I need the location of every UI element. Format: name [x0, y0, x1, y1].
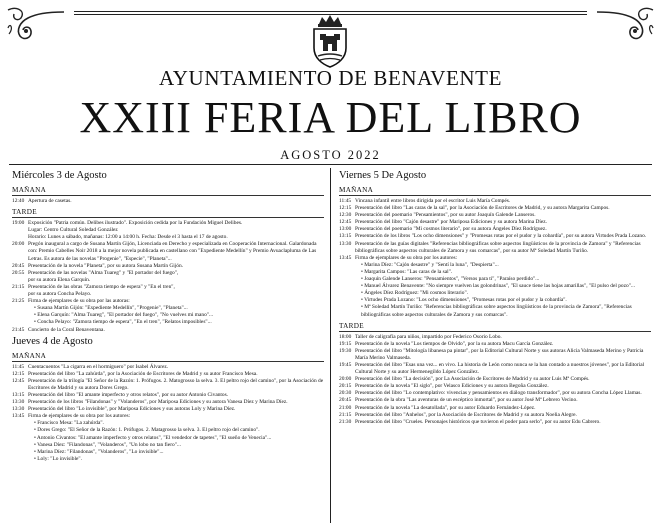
- event-list: [12, 198, 324, 205]
- signing-list: [12, 420, 324, 463]
- event-description: Presentación del libro "Crueles. Personajes históricos que tuvieron el poder para serlo", por su autor Edu Cabrero.: [355, 418, 601, 425]
- organization-title: AYUNTAMIENTO DE BENAVENTE: [158, 66, 503, 90]
- event-item: [12, 220, 324, 227]
- event-time: 20:15: [339, 383, 352, 390]
- signing-item: • Marina Díez: "Filandonas", "Volanderos", "Lo invisible"...: [34, 448, 164, 455]
- right-column: [339, 168, 651, 426]
- day-heading: Miércoles 3 de Agosto: [12, 170, 107, 181]
- event-time: 11:45: [12, 363, 25, 370]
- slot-heading: MAÑANA: [12, 351, 47, 360]
- event-date: AGOSTO 2022: [280, 148, 381, 162]
- event-description: Presentación de las obras "Zamora tiempo de espera" y "En el tren",: [28, 283, 175, 290]
- signing-item: • Vanesa Díez: "Filandonas", "Volanderos", "Un lobo no tan fiero"...: [34, 441, 181, 448]
- event-time: 21:00: [339, 404, 352, 411]
- event-item: [12, 392, 324, 399]
- signing-item: • Margarita Campos: "Las caras de la sal".: [361, 268, 453, 275]
- event-item: [339, 334, 651, 341]
- event-list: [339, 198, 651, 262]
- event-item: [12, 378, 324, 392]
- event-item: [339, 376, 651, 383]
- event-description: Firma de ejemplares de su obra por los autores:: [355, 254, 458, 261]
- event-description: Presentación de las guías digitales "Referencias bibliográficas sobre aspectos lingüísticos de la provincia de Zamora" y "Referencias bibliográficas sobre aspectos culturales de Zamora y sus comarcas", por su autor Mª Soledad Martín Turiño.: [355, 240, 641, 254]
- event-time: 19:00: [12, 220, 25, 227]
- signing-item: • Concha Pelayo: "Zamora tiempo de espera", "En el tren", "Relatos imposibles"...: [34, 319, 212, 326]
- event-time: 20:45: [12, 262, 25, 269]
- event-item: [339, 341, 651, 348]
- signing-item: • Susana Martín Gijón: "Expediente Medellín", "Progenie", "Planeta"...: [34, 305, 188, 312]
- event-description: Presentación del libro "Mitología libanesa pa pintar", por la Editorial Cultural Norte y sus autoras Alicia Valmaseda Merino y Patricia María Merino Valmaseda.: [355, 347, 644, 361]
- event-item: [339, 205, 651, 212]
- event-time: 21:15: [339, 411, 352, 418]
- event-time: 13:45: [339, 254, 352, 261]
- signing-item: • Antonio Civantos: "El amante imperfecto y otros relatos", "El vendedor de tapetes", "El sueño de Venecia"...: [34, 434, 272, 441]
- left-scroll-ornament-icon: [6, 4, 66, 44]
- event-item: [12, 198, 324, 205]
- event-description: Presentación del libro "Lo contemplativo: vivencias y pensamientos en diálogo transformador", por su autora Concha López Llamas.: [355, 390, 642, 397]
- slot-heading: MAÑANA: [12, 186, 47, 194]
- event-item: [339, 255, 651, 262]
- event-item: [12, 327, 324, 334]
- signing-list: [12, 305, 324, 326]
- event-description: por su autora Concha Pelayo.: [28, 291, 92, 298]
- event-description: Presentación del libro "Esas una vez... en vivo. La historia de León como nunca se la han contado a nuestros jóvenes", por la Editorial Cultural Norte y su autor Hermenegildo López González.: [355, 361, 645, 376]
- event-time: 19:30: [339, 347, 352, 354]
- event-list: [12, 220, 324, 305]
- right-scroll-ornament-icon: [595, 4, 655, 44]
- event-time: 12:15: [339, 205, 352, 212]
- event-description: Presentación de los libros "Filandonas" y "Volanderos", por Mariposa Ediciones y su autora Vanesa Díez y Marina Díez.: [28, 399, 288, 406]
- event-description: Presentación del libro "El amante imperfecto y otros relatos", por su autor Antonio Civantos.: [28, 391, 229, 398]
- event-time: 13:30: [12, 399, 25, 406]
- slot-underline: [12, 195, 324, 196]
- signing-item: • Ángeles Díez Rodríguez: "Mi cosmos literario".: [361, 290, 469, 297]
- signing-item: • Loly: "Lo invisible".: [34, 455, 82, 462]
- event-time: 13:30: [12, 406, 25, 413]
- event-description: Concierto de la Coral Benaventana.: [28, 326, 105, 333]
- event-description: Presentación de la obra "Las aventuras de un escéptico inmortal", por su autor José Mª Lebrero Vecino.: [355, 397, 578, 404]
- event-list: [12, 327, 324, 334]
- event-description: Exposición "Patria común. Delibes ilustrado". Exposición cedida por la Fundación Miguel Delibes.: [28, 220, 243, 227]
- event-item: [339, 348, 651, 362]
- event-time: 12:45: [12, 377, 25, 384]
- event-item: [12, 413, 324, 420]
- slot-heading: TARDE: [339, 321, 364, 330]
- event-time: 20:00: [12, 241, 25, 248]
- coat-of-arms-icon: [309, 14, 351, 68]
- event-description: Presentación de los libros "Los ocho dimensiones" y "Promesas rotas por el pudor y la cobardía", por su autora Virtudes Prada Lozano.: [355, 233, 647, 240]
- event-time: 13:15: [339, 233, 352, 240]
- slot-heading: MAÑANA: [339, 186, 374, 194]
- event-description: Firma de ejemplares de su obra por las autoras:: [28, 298, 130, 305]
- event-item: [339, 397, 651, 404]
- signing-item: • Marina Díez: "Cajón desastre" y "Sentí la luna", "Despierta"...: [361, 261, 499, 268]
- event-time: 21:30: [339, 418, 352, 425]
- signing-item: • Elena Garquín: "Alma Tuareg", "El portador del fuego", "No vuelves mi mano"...: [34, 312, 214, 319]
- event-description: Presentación del libro "La decisión", por La Asociación de Escritores de Madrid y su autor Luis Mª Compés.: [355, 376, 590, 383]
- event-time: [12, 234, 28, 241]
- header-divider: [9, 164, 652, 165]
- event-item: [12, 291, 324, 298]
- event-item: [339, 362, 651, 376]
- event-time: [12, 291, 28, 298]
- event-time: 20:00: [339, 376, 352, 383]
- event-title: XXIII FERIA DEL LIBRO: [79, 93, 582, 142]
- signing-item: • Dores Grego: "El Señor de la Razón: 1. Prófugos. 2. Matagrosso la selva. 3. El peltro rojo del camino".: [34, 427, 260, 434]
- event-time: 20:55: [12, 269, 25, 276]
- event-description: Presentación de la novela "Planeta", por su autora Susana Martín Gijón.: [28, 262, 183, 269]
- event-time: 20:45: [339, 397, 352, 404]
- slot-underline: [339, 331, 651, 332]
- event-item: [339, 226, 651, 233]
- day-heading: Viernes 5 De Agosto: [339, 170, 427, 181]
- event-item: [12, 364, 324, 371]
- event-time: 12:30: [339, 212, 352, 219]
- signing-list: [339, 262, 651, 319]
- event-list: [12, 364, 324, 421]
- signing-item: • Manuel Álvarez Benavente: "No siempre vuelven las golondrinas", "El sauce tiene las hojas amarillas", "El pulso del pozo"...: [361, 283, 635, 290]
- event-description: Presentación del libro "La zahúrda", por la Asociación de Escritores de Madrid y su autor Francisco Mesa.: [28, 370, 258, 377]
- event-description: Presentación de la novela "El siglo", por Velasco Ediciones y su autora Begoña González.: [355, 383, 549, 390]
- event-item: [339, 412, 651, 419]
- event-item: [12, 284, 324, 291]
- event-description: Presentación del poemario "Mi cosmos literario", por su autora Ángeles Díez Rodríguez.: [355, 226, 547, 233]
- slot-underline: [12, 217, 324, 218]
- event-description: Presentación del libro "Anhelos", por la Asociación de Escritores de Madrid y su autora Noelia Alegre.: [355, 411, 577, 418]
- event-item: [12, 298, 324, 305]
- signing-item: • Francisco Mesa: "La zahúrda".: [34, 420, 104, 427]
- event-time: 20:30: [339, 390, 352, 397]
- event-description: Horario: Lunes a sábado, mañanas: 12:00 a 14:00 h. Fecha: Desde el 3 hasta el 17 de agosto.: [28, 234, 228, 241]
- event-item: [339, 198, 651, 205]
- event-item: [339, 419, 651, 426]
- event-description: Presentación del libro "Lo invisible", por Mariposa Ediciones y sus autoras Loly y Marina Díez.: [28, 406, 236, 413]
- event-time: 19:45: [339, 361, 352, 368]
- event-item: [339, 233, 651, 240]
- event-description: Cuentacuentos "La cigarra en el hormiguero" por Isabel Álvarez.: [28, 363, 169, 370]
- event-item: [339, 390, 651, 397]
- event-time: 11:45: [339, 198, 352, 204]
- event-item: [12, 270, 324, 277]
- event-item: [12, 406, 324, 413]
- event-item: [339, 405, 651, 412]
- event-description: Presentación del poemario "Pensamientos", por su autor Joaquín Galende Lanseros.: [355, 212, 536, 219]
- event-time: 12:15: [12, 370, 25, 377]
- event-time: 13:15: [12, 391, 25, 398]
- event-description: Presentación de la novela "La desatollada", por su autor Eduardo Fernández-López.: [355, 404, 536, 411]
- signing-item: • Mª Soledad Martín Turiño: "Referencias bibliográficas sobre aspectos lingüísticos de la provincia de Zamora", "Referencias bibliográficas sobre aspectos culturales de Zamora y sus comarcas".: [361, 304, 632, 318]
- event-description: Presentación del libro "Cajón desastre" por Mariposa Ediciones y su autora Marina Díez.: [355, 219, 547, 226]
- event-time: 13:30: [339, 240, 352, 247]
- event-time: 12:40: [12, 198, 25, 204]
- event-time: 21:15: [12, 283, 25, 290]
- event-description: Presentación de la trilogía "El Señor de la Razón: 1. Prófugos. 2. Matogrosso la selva. 3. El peltro rojo del camino", por la Asociación de Escritores de Madrid y su autora Dores Grego.: [28, 377, 324, 391]
- signing-item: • Virtudes Prada Lozano: "Los ocho dimensiones", "Promesas rotas por el pudor y la cobardía".: [361, 297, 567, 304]
- event-description: Apertura de casetas.: [28, 198, 72, 204]
- event-time: 21:45: [12, 326, 25, 333]
- event-description: Presentación de las novelas "Alma Tuareg" y "El portador del fuego",: [28, 269, 179, 276]
- event-description: Presentación del libro "Las caras de la sal", por la Asociación de Escritores de Madrid, y su autora Margarita Campos.: [355, 205, 610, 212]
- event-time: 13:45: [12, 413, 25, 420]
- event-item: [339, 212, 651, 219]
- event-time: 13:00: [339, 226, 352, 233]
- event-item: [12, 234, 324, 241]
- event-time: 19:15: [339, 340, 352, 347]
- event-item: [339, 241, 651, 255]
- event-time: [12, 227, 28, 234]
- event-description: Firma de ejemplares de su obra por los autores:: [28, 413, 131, 420]
- event-description: Lugar: Centro Cultural Soledad González: [28, 227, 118, 234]
- event-item: [12, 263, 324, 270]
- event-description: Taller de caligrafía para niños, impartido por Federico Osorio Lobo.: [355, 333, 502, 340]
- slot-underline: [339, 195, 651, 196]
- signing-item: • Joaquín Galende Lanseros: "Pensamientos", "Versos para ti", "Paraíso perdido"...: [361, 276, 540, 283]
- slot-underline: [12, 361, 324, 362]
- event-time: 21:25: [12, 298, 25, 305]
- event-item: [12, 277, 324, 284]
- slot-heading: TARDE: [12, 208, 37, 217]
- event-item: [12, 399, 324, 406]
- event-time: 18:00: [339, 333, 352, 340]
- event-item: [12, 227, 324, 234]
- event-time: 12:45: [339, 219, 352, 226]
- column-divider: [330, 168, 331, 523]
- event-item: [12, 241, 324, 262]
- event-description: Vincana infantil entre libros dirigida por el escritor Luis María Compés.: [355, 198, 511, 204]
- day-heading: Jueves 4 de Agosto: [12, 335, 93, 347]
- left-column: [12, 168, 324, 463]
- event-item: [12, 371, 324, 378]
- event-time: [12, 277, 28, 284]
- event-description: Presentación de la novela "Los tiempos de Olvido", por la su autora Macu García González.: [355, 340, 554, 347]
- event-description: Pregón inaugural a cargo de Susana Martín Gijón, Licenciada en Derecho y especializada en Cooperación Internacional. Galardonada con: Premio Cabelles Noir 2018 a la mejor novela publicada en castellano con "Expediente Medellín" y Premio Avuaclapluma de Las Letras. Es autora de las novelas "Progenie", "Especie", "Planeta"...: [28, 241, 317, 262]
- event-list: [339, 334, 651, 426]
- event-description: por su autora Elena Garquín.: [28, 276, 91, 283]
